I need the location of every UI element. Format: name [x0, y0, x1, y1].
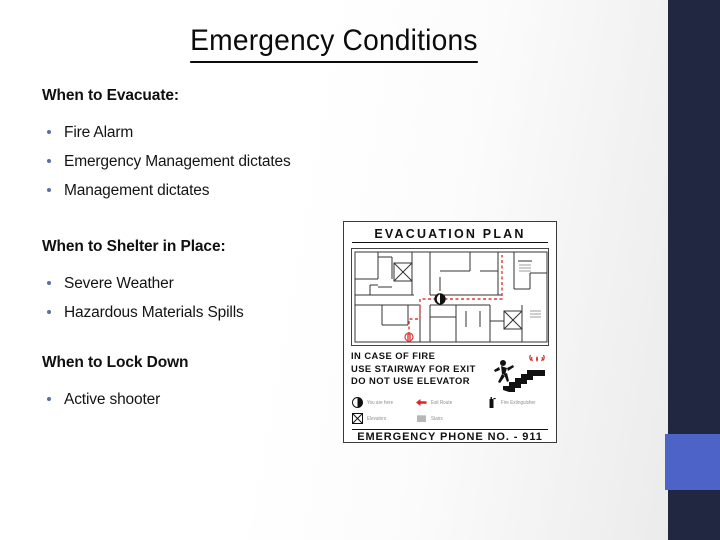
legend-label: Exit Route: [431, 399, 453, 405]
running-person-icon: [494, 360, 514, 383]
exit-route-arrow-icon: [415, 396, 428, 409]
exit-symbol: [405, 333, 413, 341]
spacer: [42, 327, 342, 353]
you-are-here-marker: [435, 294, 445, 304]
list-item-label: Management dictates: [64, 182, 210, 199]
legend-item-you-are-here: [351, 396, 415, 409]
list-item-label: Hazardous Materials Spills: [64, 304, 244, 321]
list-item: [42, 176, 342, 205]
list-item: [42, 118, 342, 147]
bullet-dot-icon: [47, 130, 51, 134]
page-title: [0, 22, 668, 63]
content-column: [42, 86, 342, 414]
list-item-label: Fire Alarm: [64, 124, 134, 141]
you-are-here-icon: [351, 396, 364, 409]
legend-label: Elevators: [367, 415, 387, 421]
legend-item-exit-route: [415, 396, 485, 409]
evacuation-plan-heading: EVACUATION PLAN: [352, 227, 548, 243]
bullet-dot-icon: [47, 310, 51, 314]
stairs-icon: [415, 412, 428, 425]
floor-plan-svg: [352, 249, 549, 345]
floor-plan-diagram: [351, 248, 549, 346]
fire-instructions: [351, 350, 549, 392]
evacuation-plan-image: [343, 221, 557, 443]
fire-alarm-icon: [530, 355, 544, 362]
legend-label: Fire Extinguisher: [501, 399, 536, 405]
emergency-phone-line: EMERGENCY PHONE NO. - 911: [352, 429, 548, 443]
list-item: [42, 269, 342, 298]
list-item-label: Active shooter: [64, 391, 161, 408]
list-item: [42, 385, 342, 414]
instruction-line-1: IN CASE OF FIRE: [351, 350, 436, 361]
legend-item-elevators: [351, 412, 415, 425]
section-heading-lock-down: When to Lock Down: [42, 354, 189, 371]
section-heading-shelter-in-place: When to Shelter in Place:: [42, 238, 226, 255]
right-blue-accent-block: [665, 434, 720, 490]
bullet-dot-icon: [47, 281, 51, 285]
list-item: [42, 298, 342, 327]
list-item-label: Emergency Management dictates: [64, 153, 291, 170]
instruction-line-2: USE STAIRWAY FOR EXIT: [351, 362, 476, 374]
section-heading-evacuate: When to Evacuate:: [42, 87, 179, 104]
bullet-dot-icon: [47, 159, 51, 163]
page-title-text: Emergency Conditions: [190, 22, 477, 63]
bullet-list-evacuate: [42, 118, 342, 205]
list-item-label: Severe Weather: [64, 275, 174, 292]
legend: [351, 394, 549, 428]
spacer: [42, 205, 342, 237]
stairway-exit-icon: [483, 354, 547, 392]
legend-row-1: [351, 394, 549, 410]
legend-item-fire-extinguisher: [485, 396, 536, 409]
legend-row-2: [351, 410, 549, 426]
spacer: [42, 106, 342, 118]
bullet-dot-icon: [47, 397, 51, 401]
elevator-icon: [351, 412, 364, 425]
bullet-list-shelter-in-place: [42, 269, 342, 327]
bullet-list-lock-down: [42, 385, 342, 414]
legend-item-stairs: [415, 412, 485, 425]
spacer: [42, 257, 342, 269]
fire-extinguisher-icon: [485, 396, 498, 409]
bullet-dot-icon: [47, 188, 51, 192]
spacer: [42, 373, 342, 385]
legend-label: Stairs: [431, 415, 443, 421]
instruction-line-3: DO NOT USE ELEVATOR: [351, 375, 470, 387]
legend-label: You are here: [367, 399, 394, 405]
list-item: [42, 147, 342, 176]
